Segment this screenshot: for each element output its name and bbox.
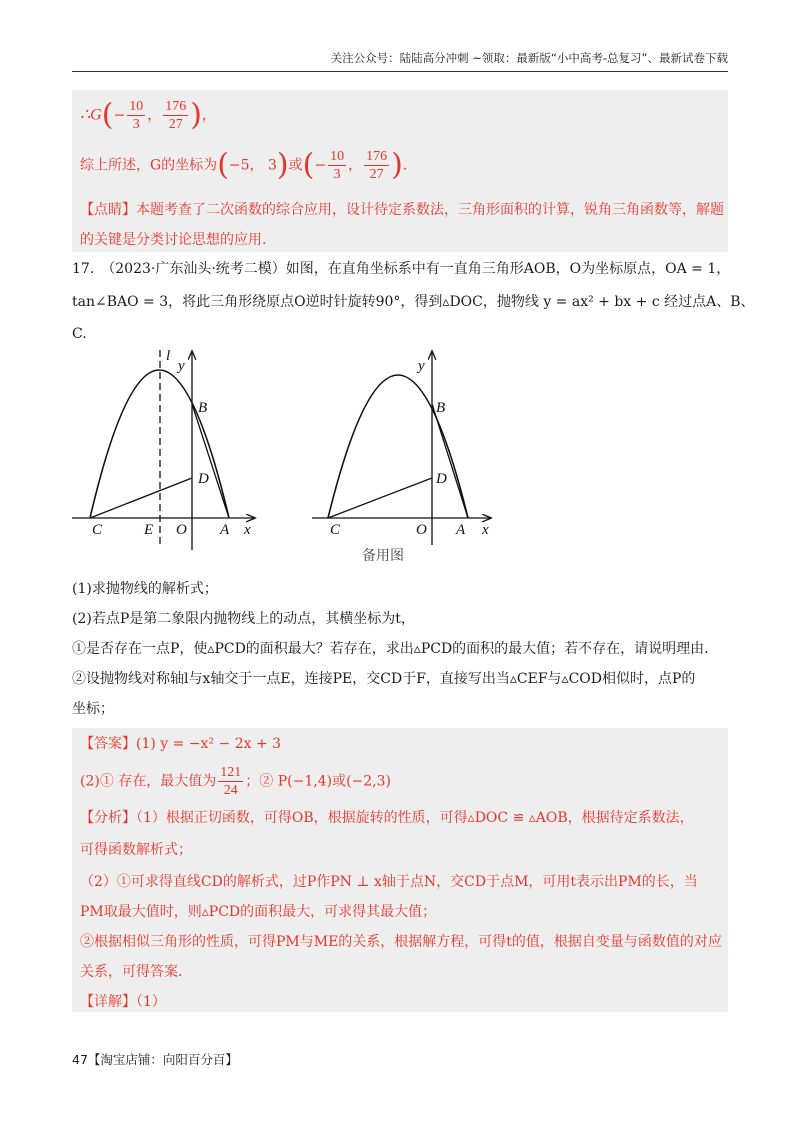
- left-graph: [72, 350, 254, 550]
- label-x-right: x: [482, 522, 489, 538]
- analysis-line-4: PM取最大值时，则▵PCD的面积最大，可求得其最大值；: [80, 904, 437, 920]
- max-area-den: 24: [223, 783, 238, 798]
- label-x-left: x: [244, 522, 251, 538]
- label-l: l: [166, 348, 171, 364]
- label-d-left: D: [198, 471, 209, 487]
- answer-tag: 【答案】: [80, 736, 136, 752]
- left-paren: (: [217, 147, 229, 183]
- fraction-y-num: 176: [366, 149, 388, 164]
- label-d-right: D: [436, 471, 447, 487]
- answer-2-pre: (2)① 存在，最大值为: [80, 773, 217, 790]
- question-2c: 坐标；: [72, 701, 114, 717]
- question-2: (2)若点P是第二象限内抛物线上的动点，其横坐标为t，: [72, 611, 415, 627]
- point-one: −5， 3: [228, 157, 277, 174]
- solution-block-previous: [72, 90, 728, 252]
- analysis-line-2: 可得函数解析式；: [80, 842, 192, 858]
- analysis-1: （1）根据正切函数，可得OB，根据旋转的性质，可得▵DOC ≌ ▵AOB，根据待定系数法，: [136, 810, 694, 826]
- header-rule: [72, 71, 728, 72]
- right-paren: ): [190, 97, 202, 133]
- problem-figure: [72, 340, 512, 570]
- solution-block-answer: [72, 728, 728, 1012]
- comma: ，: [348, 157, 363, 174]
- right-segment-ab: [432, 404, 468, 518]
- fraction-x-den: 3: [132, 117, 140, 132]
- summary-line: [80, 148, 407, 183]
- question-2b: ②设抛物线对称轴l与x轴交于一点E，连接PE，交CD于F，直接写出当▵CEF与▵COD相似时，点P的: [72, 671, 696, 687]
- answer-1: (1) y = −x² − 2x + 3: [136, 736, 282, 752]
- fraction-y-den: 27: [168, 117, 183, 132]
- analysis-line-3: （2）①可求得直线CD的解析式，过P作PN ⊥ x轴于点N，交CD于点M，可用t表示出PM的长，当: [80, 874, 698, 890]
- label-c-left: C: [92, 522, 103, 538]
- label-o-left: O: [176, 522, 187, 538]
- problem-line-1: 17. （2023·广东汕头·统考二模）如图，在直角坐标系中有一直角三角形AOB，O为坐标原点，OA = 1，: [72, 261, 731, 277]
- fraction-y-num: 176: [165, 99, 187, 114]
- question-2a: ①是否存在一点P，使▵PCD的面积最大？若存在，求出▵PCD的面积的最大值；若不存在，请说明理由.: [72, 641, 709, 657]
- analysis-line-1: [80, 808, 694, 828]
- tail: .: [402, 157, 408, 174]
- fraction-x: [328, 148, 346, 183]
- problem-line-2: tan∠BAO = 3，将此三角形绕原点O逆时针旋转90°，得到▵DOC，抛物线 y = ax² + bx + c 经过点A、B、: [72, 294, 755, 310]
- g-prefix: ∴G: [80, 106, 102, 124]
- answer-line-1: [80, 734, 281, 754]
- left-segment-cd: [90, 478, 192, 518]
- left-segment-ab: [192, 404, 229, 518]
- label-b-left: B: [198, 400, 208, 416]
- question-1: (1)求抛物线的解析式；: [72, 581, 218, 597]
- page-header: 关注公众号：陆陆高分冲刺 ~领取：最新版“小中高考-总复习”、最新试卷下载: [330, 51, 728, 65]
- fraction-x-den: 3: [333, 167, 341, 182]
- fraction-y: [163, 98, 188, 133]
- figure-caption: 备用图: [362, 548, 404, 564]
- label-e-left: E: [144, 522, 154, 538]
- analysis-line-5: ②根据相似三角形的性质，可得PM与ME的关系，根据解方程，可得t的值，根据自变量与函数值的对应: [80, 934, 722, 950]
- label-o-right: O: [416, 522, 427, 538]
- label-a-right: A: [456, 522, 466, 538]
- neg-sign: −: [113, 107, 126, 124]
- right-paren: ): [391, 147, 403, 183]
- g-point-line: [80, 98, 216, 133]
- summary-text: 综上所述，G的坐标为: [80, 157, 218, 174]
- label-c-right: C: [330, 522, 341, 538]
- answer-2-post: ；② P(−1,4)或(−2,3): [245, 773, 391, 790]
- neg-sign: −: [314, 157, 327, 174]
- left-paren: (: [302, 147, 315, 183]
- fraction-x-num: 10: [330, 149, 345, 164]
- page-footer: 47【淘宝店铺：向阳百分百】: [72, 1052, 238, 1067]
- remark-tag: 【点睛】: [80, 202, 136, 218]
- fraction-y: [364, 148, 389, 183]
- remark-line-2: 的关键是分类讨论思想的应用.: [80, 232, 267, 248]
- or-word: 或: [288, 157, 303, 174]
- left-paren: (: [101, 97, 114, 133]
- max-area-fraction: [218, 764, 243, 799]
- detail-text: （1）: [136, 994, 166, 1010]
- fraction-x: [127, 98, 145, 133]
- problem-line-3: C.: [72, 326, 87, 342]
- answer-line-2: [80, 764, 391, 799]
- remark-text: 本题考查了二次函数的综合应用，设计待定系数法，三角形面积的计算，锐角三角函数等，解题: [136, 202, 724, 218]
- fraction-y-den: 27: [369, 167, 384, 182]
- analysis-line-6: 关系，可得答案.: [80, 964, 183, 980]
- detail-line: [80, 992, 166, 1012]
- remark-line-1: [80, 200, 724, 220]
- right-parabola: [328, 375, 468, 518]
- label-a-left: A: [220, 522, 230, 538]
- analysis-tag: 【分析】: [80, 810, 136, 826]
- right-graph: [312, 352, 490, 545]
- fraction-x-num: 10: [129, 99, 144, 114]
- label-b-right: B: [436, 400, 446, 416]
- right-segment-cd: [328, 478, 432, 518]
- detail-tag: 【详解】: [80, 994, 136, 1010]
- max-area-num: 121: [220, 765, 242, 780]
- label-y-right: y: [418, 358, 425, 374]
- tail: ，: [201, 107, 216, 124]
- right-paren: ): [276, 147, 289, 183]
- comma: ，: [147, 107, 162, 124]
- label-y-left: y: [178, 358, 185, 374]
